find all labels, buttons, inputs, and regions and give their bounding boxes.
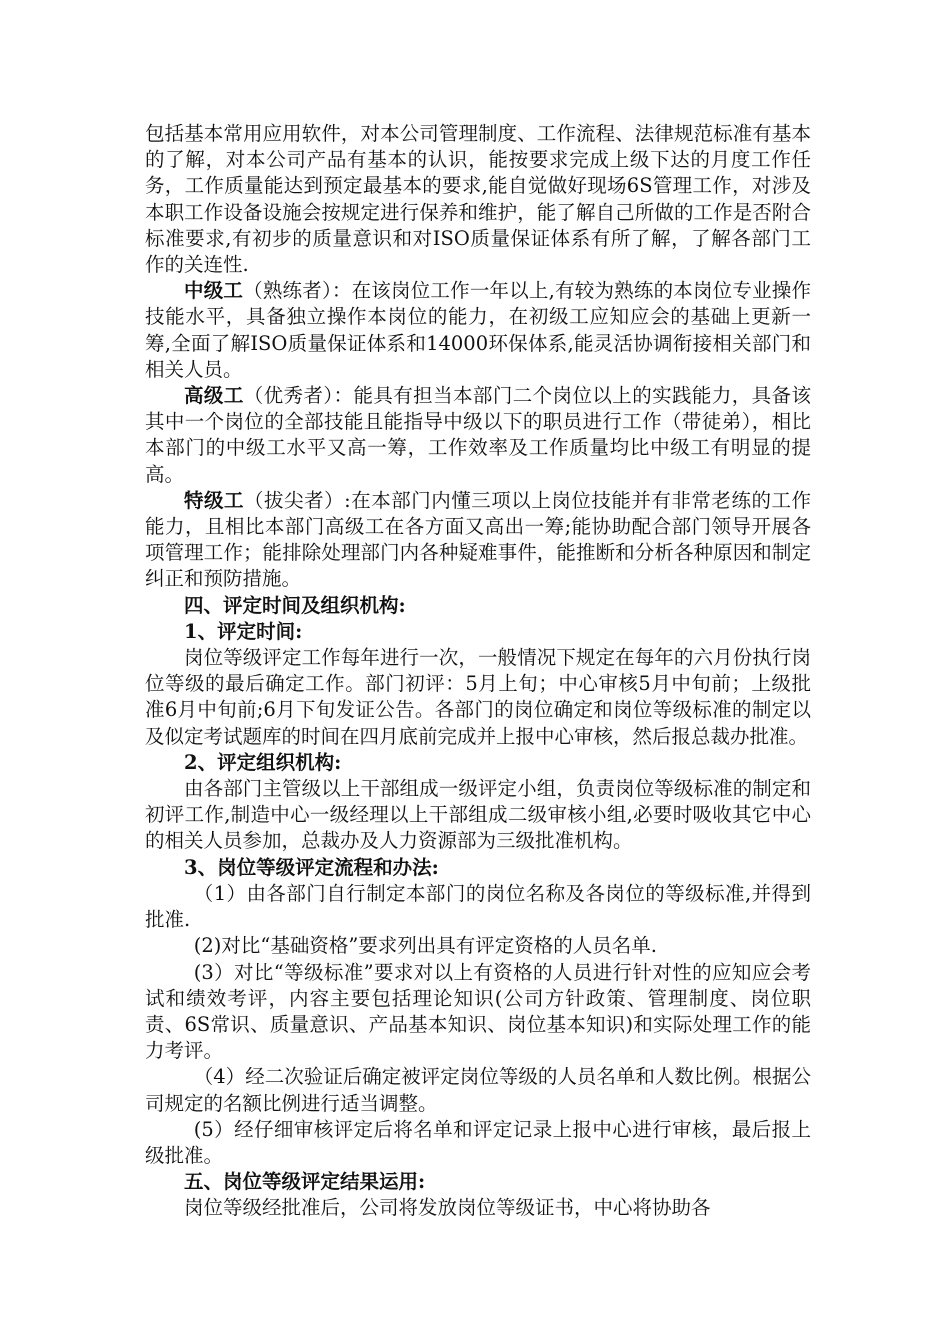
intro-paragraph: 包括基本常用应用软件，对本公司管理制度、工作流程、法律规范标准有基本的了解，对本公司产品有基本的认识，能按要求完成上级下达的月度工作任务，工作质量能达到预定最基本的要求,能自觉做好现场6S管理工作，对涉及本职工作设备设施会按规定进行保养和维护，能了解自己所做的工作是否附合标准要求,有初步的质量意识和对ISO质量保证体系有所了解，了解各部门工作的关连性. [145, 122, 811, 277]
subsection-2-paragraph: 由各部门主管级以上干部组成一级评定小组，负责岗位等级标准的制定和初评工作,制造中心一级经理以上干部组成二级审核小组,必要时吸收其它中心的相关人员参加，总裁办及人力资源部为三级批准机构。 [145, 777, 811, 853]
level-special-paragraph [145, 488, 811, 593]
step-3-paragraph: (3）对比“等级标准”要求对以上有资格的人员进行针对性的应知应会考试和绩效考评，内容主要包括理论知识(公司方针政策、管理制度、岗位职责、6S常识、质量意识、产品基本知识、岗位基本知识)和实际处理工作的能力考评。 [145, 960, 811, 1063]
step-2-paragraph: (2)对比“基础资格”要求列出具有评定资格的人员名单. [193, 934, 658, 958]
section-4-heading: 四、评定时间及组织机构: [184, 593, 406, 617]
subsection-3-heading: 3、岗位等级评定流程和办法: [184, 855, 439, 879]
subsection-2-heading: 2、评定组织机构: [184, 750, 342, 774]
level-intermediate-term: 中级工 [184, 279, 244, 303]
level-senior-paragraph [145, 383, 811, 488]
subsection-1-paragraph: 岗位等级评定工作每年进行一次，一般情况下规定在每年的六月份执行岗位等级的最后确定工作。部门初评：5月上旬；中心审核5月中旬前；上级批准6月中旬前;6月下旬发证公告。各部门的岗位确定和岗位等级标准的制定以及似定考试题库的时间在四月底前完成并上报中心审核，然后报总裁办批准。 [145, 646, 811, 748]
subsection-1-heading: 1、评定时间: [184, 619, 303, 643]
level-senior-term: 高级工 [184, 384, 244, 408]
level-special-term: 特级工 [184, 488, 245, 512]
step-5-paragraph: (5）经仔细审核评定后将名单和评定记录上报中心进行审核，最后报上级批准。 [145, 1117, 811, 1167]
section-5-paragraph: 岗位等级经批准后，公司将发放岗位等级证书，中心将协助各 [184, 1196, 711, 1220]
section-5-heading: 五、岗位等级评定结果运用: [184, 1170, 426, 1194]
document-page [145, 121, 811, 1222]
level-intermediate-text: （熟练者）：在该岗位工作一年以上,有较为熟练的本岗位专业操作技能水平，具备独立操作本岗位的能力，在初级工应知应会的基础上更新一筹,全面了解ISO质量保证体系和14000环保体系,能灵活协调衔接相关部门和相关人员。 [145, 279, 811, 381]
step-1-paragraph: （1）由各部门自行制定本部门的岗位名称及各岗位的等级标准,并得到批准. [145, 881, 811, 932]
step-4-paragraph: （4）经二次验证后确定被评定岗位等级的人员名单和人数比例。根据公司规定的名额比例进行适当调整。 [145, 1065, 811, 1115]
level-senior-text: （优秀者）：能具有担当本部门二个岗位以上的实践能力，具备该其中一个岗位的全部技能且能指导中级以下的职员进行工作（带徒弟），相比本部门的中级工水平又高一筹，工作效率及工作质量均比中级工有明显的提高。 [145, 384, 811, 486]
level-special-text: （拔尖者）:在本部门内懂三项以上岗位技能并有非常老练的工作能力，且相比本部门高级工在各方面又高出一筹;能协助配合部门领导开展各项管理工作；能排除处理部门内各种疑难事件，能推断和分析各种原因和制定纠正和预防措施。 [145, 488, 811, 591]
level-intermediate-paragraph [145, 278, 811, 383]
